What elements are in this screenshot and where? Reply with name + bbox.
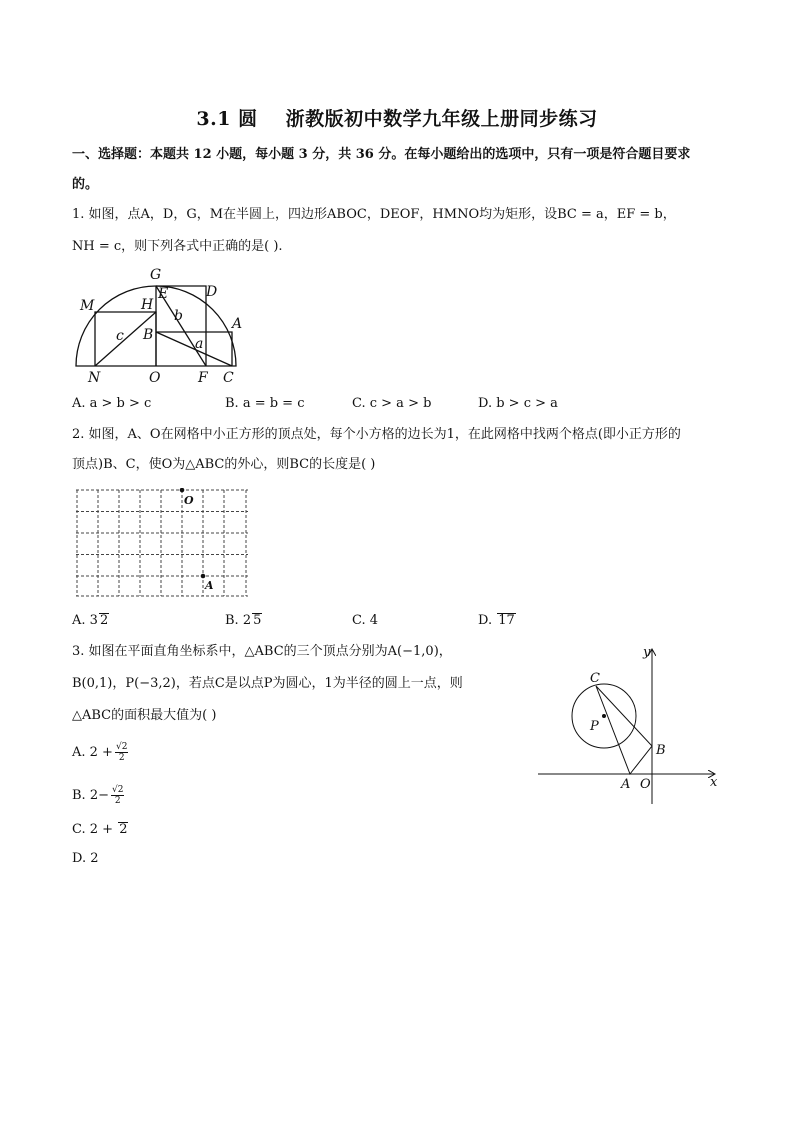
title-part1: 3.1 圆	[196, 108, 258, 130]
q2-option-a[interactable]: A. 3 2	[72, 613, 109, 628]
q3-option-d[interactable]: D. 2	[72, 851, 99, 866]
q3-stem-line2: B(0,1)，P(−3,2)，若点C是以点P为圆心，1为半径的圆上一点，则	[72, 676, 463, 691]
section-header-line1: 一、选择题：本题共 12 小题，每小题 3 分，共 36 分。在每小题给出的选项中，只有一项是符合题目要求	[72, 147, 691, 162]
q3-option-b[interactable]: B. 2− $\frac{√2}{2}$	[72, 785, 124, 806]
label-E: E	[158, 286, 169, 302]
label-a: a	[195, 336, 204, 352]
sqrt-2: 2	[99, 613, 109, 628]
q3-stem-line1: 3. 如图在平面直角坐标系中，△ABC的三个顶点分别为A(−1,0)，	[72, 644, 452, 659]
axis-label-x: x	[710, 775, 718, 790]
sqrt-2: 2	[119, 822, 128, 837]
q1-stem-line2: NH = c，则下列各式中正确的是( ).	[72, 239, 283, 254]
q2-option-c[interactable]: C. 4	[352, 613, 379, 628]
q1-option-d[interactable]: D. b > c > a	[478, 396, 558, 411]
point-label-C: C	[590, 671, 600, 686]
label-D: D	[206, 284, 218, 300]
q3-coordinate-figure	[534, 642, 724, 812]
q2-option-d[interactable]: D. 17	[478, 613, 515, 628]
label-b: b	[174, 308, 183, 324]
label-F: F	[198, 370, 208, 386]
q1-semicircle-figure	[72, 262, 252, 388]
sqrt-17: 17	[498, 613, 515, 628]
grid-label-O: O	[184, 494, 194, 507]
q2-option-b[interactable]: B. 2 5	[225, 613, 262, 628]
label-H: H	[141, 297, 154, 313]
label-C: C	[223, 370, 234, 386]
title-part2: 浙教版初中数学九年级上册同步练习	[285, 108, 598, 130]
axis-label-y: y	[643, 645, 651, 660]
fraction-sqrt2-over-2: $\frac{√2}{2}$	[115, 742, 128, 763]
q1-option-c[interactable]: C. c > a > b	[352, 396, 432, 411]
label-N: N	[88, 370, 101, 386]
point-label-A: A	[621, 777, 631, 792]
section-header-line2: 的。	[72, 177, 99, 192]
label-A: A	[232, 316, 243, 332]
label-c: c	[116, 328, 124, 344]
point-label-B: B	[656, 743, 666, 758]
grid-label-A: A	[205, 579, 214, 592]
q3-option-c[interactable]: C. 2 + 2	[72, 822, 128, 837]
sqrt-5: 5	[253, 613, 262, 628]
label-M: M	[80, 298, 95, 314]
q2-stem-line1: 2. 如图，A、O在网格中小正方形的顶点处，每个小方格的边长为1，在此网格中找两个格点(即小正方形的	[72, 427, 681, 442]
q3-stem-line3: △ABC的面积最大值为( )	[72, 708, 217, 723]
fraction-sqrt2-over-2: $\frac{√2}{2}$	[111, 785, 124, 806]
q1-option-a[interactable]: A. a > b > c	[72, 396, 152, 411]
point-label-P: P	[590, 719, 599, 734]
q2-grid-figure	[76, 488, 252, 600]
label-B: B	[143, 327, 154, 343]
q3-option-a[interactable]: A. 2 + $\frac{√2}{2}$	[72, 742, 128, 763]
page-title	[72, 104, 722, 131]
label-G: G	[150, 267, 162, 283]
label-O: O	[149, 370, 161, 386]
q2-stem-line2: 顶点)B、C，使O为△ABC的外心，则BC的长度是( )	[72, 457, 376, 472]
q1-stem-line1: 1. 如图，点A，D，G，M在半圆上，四边形ABOC，DEOF，HMNO均为矩形，设BC = a，EF = b，	[72, 207, 676, 222]
q1-option-b[interactable]: B. a = b = c	[225, 396, 305, 411]
point-label-O: O	[640, 777, 651, 792]
